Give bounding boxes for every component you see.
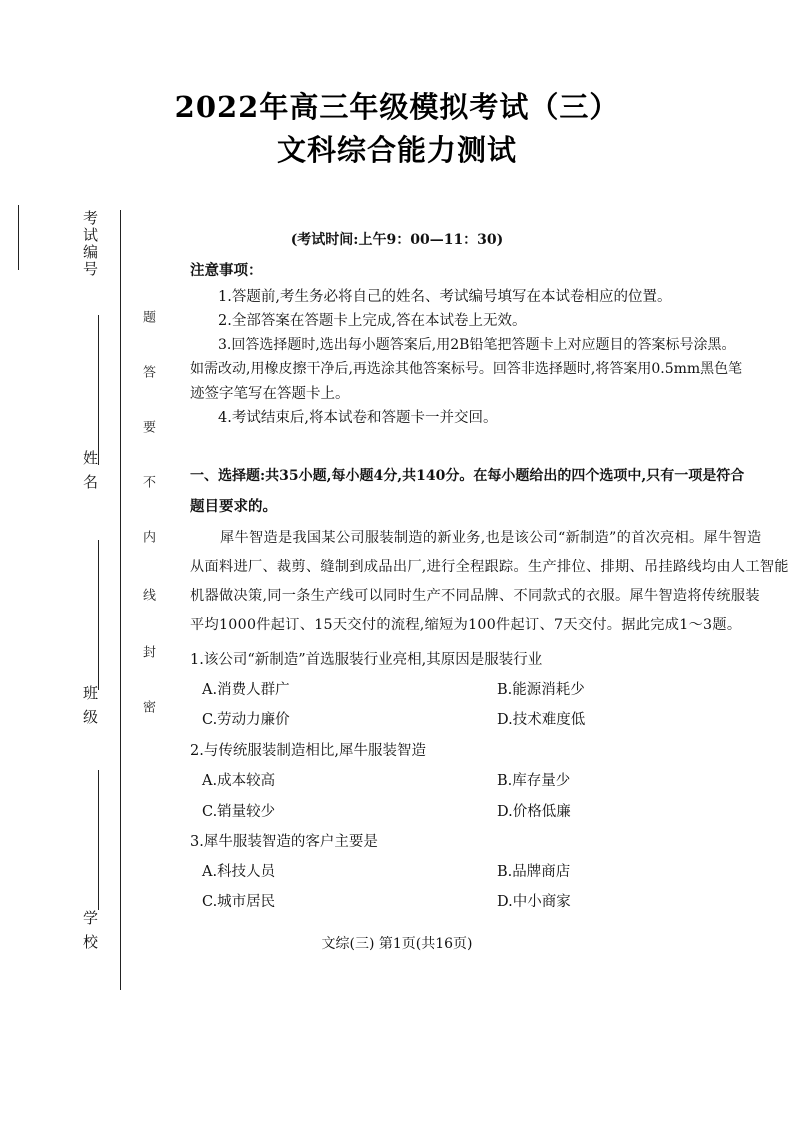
- section-heading-cont: 题目要求的。: [190, 498, 277, 515]
- exam-time: (考试时间:上午9：00—11：30): [290, 232, 504, 248]
- option-c: C.城市居民: [202, 894, 276, 910]
- passage-line: 机器做决策,同一条生产线可以同时生产不同品牌、不同款式的衣服。犀牛智造将传统服装: [190, 588, 760, 604]
- option-d: D.技术难度低: [497, 712, 586, 728]
- warning-char-8: 密: [140, 700, 155, 713]
- option-c: C.劳动力廉价: [202, 712, 290, 728]
- notes-heading: 注意事项：: [190, 262, 263, 279]
- class-label: 班 级: [81, 685, 99, 726]
- exam-number-label: 考试编号: [81, 210, 99, 278]
- note-item: 如需改动,用橡皮擦干净后,再选涂其他答案标号。回答非选择题时,将答案用0.5mm黑色笔: [190, 361, 743, 377]
- question-stem: 2.与传统服装制造相比,犀牛服装智造: [190, 743, 426, 759]
- option-d: D.中小商家: [497, 894, 571, 910]
- option-b: B.能源消耗少: [497, 682, 585, 698]
- passage-line: 从面料进厂、裁剪、缝制到成品出厂,进行全程跟踪。生产排位、排期、吊挂路线均由人工智能: [190, 559, 789, 575]
- section-heading: 一、选择题:共35小题,每小题4分,共140分。在每小题给出的四个选项中,只有一项是符合: [190, 468, 745, 484]
- note-item: 2.全部答案在答题卡上完成,答在本试卷上无效。: [218, 313, 527, 329]
- warning-char-2: 答: [140, 365, 155, 378]
- question-stem: 3.犀牛服装智造的客户主要是: [190, 834, 378, 850]
- class-line: [98, 770, 99, 910]
- option-a: A.消费人群广: [202, 682, 290, 698]
- warning-char-6: 线: [140, 588, 155, 601]
- passage-line: 平均1000件起订、15天交付的流程,缩短为100件起订、7天交付。据此完成1～3题。: [190, 617, 742, 633]
- warning-char-1: 题: [140, 310, 155, 323]
- school-label: 学 校: [81, 910, 99, 951]
- option-a: A.科技人员: [202, 864, 276, 880]
- option-d: D.价格低廉: [497, 804, 571, 820]
- exam-subtitle: 文科综合能力测试: [276, 133, 517, 167]
- note-item: 1.答题前,考生务必将自己的姓名、考试编号填写在本试卷相应的位置。: [218, 289, 672, 305]
- name-label: 姓 名: [81, 450, 99, 491]
- exam-number-line: [98, 315, 99, 465]
- warning-char-7: 封: [140, 645, 155, 658]
- name-line: [98, 540, 99, 690]
- question-stem: 1.该公司“新制造”首选服装行业亮相,其原因是服装行业: [190, 652, 543, 668]
- note-item: 迹签字笔写在答题卡上。: [190, 386, 350, 402]
- note-item: 4.考试结束后,将本试卷和答题卡一并交回。: [218, 410, 498, 426]
- option-c: C.销量较少: [202, 804, 276, 820]
- option-a: A.成本较高: [202, 773, 276, 789]
- warning-char-5: 内: [140, 530, 155, 543]
- option-b: B.库存量少: [497, 773, 571, 789]
- note-item: 3.回答选择题时,选出每小题答案后,用2B铅笔把答题卡上对应题目的答案标号涂黑。: [218, 337, 736, 353]
- warning-char-4: 不: [140, 475, 155, 488]
- warning-char-3: 要: [140, 420, 155, 433]
- seal-line: [120, 210, 121, 990]
- page-footer: 文综(三) 第1页(共16页): [321, 936, 473, 952]
- option-b: B.品牌商店: [497, 864, 571, 880]
- exam-title: 2022年高三年级模拟考试（三）: [174, 90, 620, 124]
- passage-line: 犀牛智造是我国某公司服装制造的新业务,也是该公司“新制造”的首次亮相。犀牛智造: [220, 530, 762, 546]
